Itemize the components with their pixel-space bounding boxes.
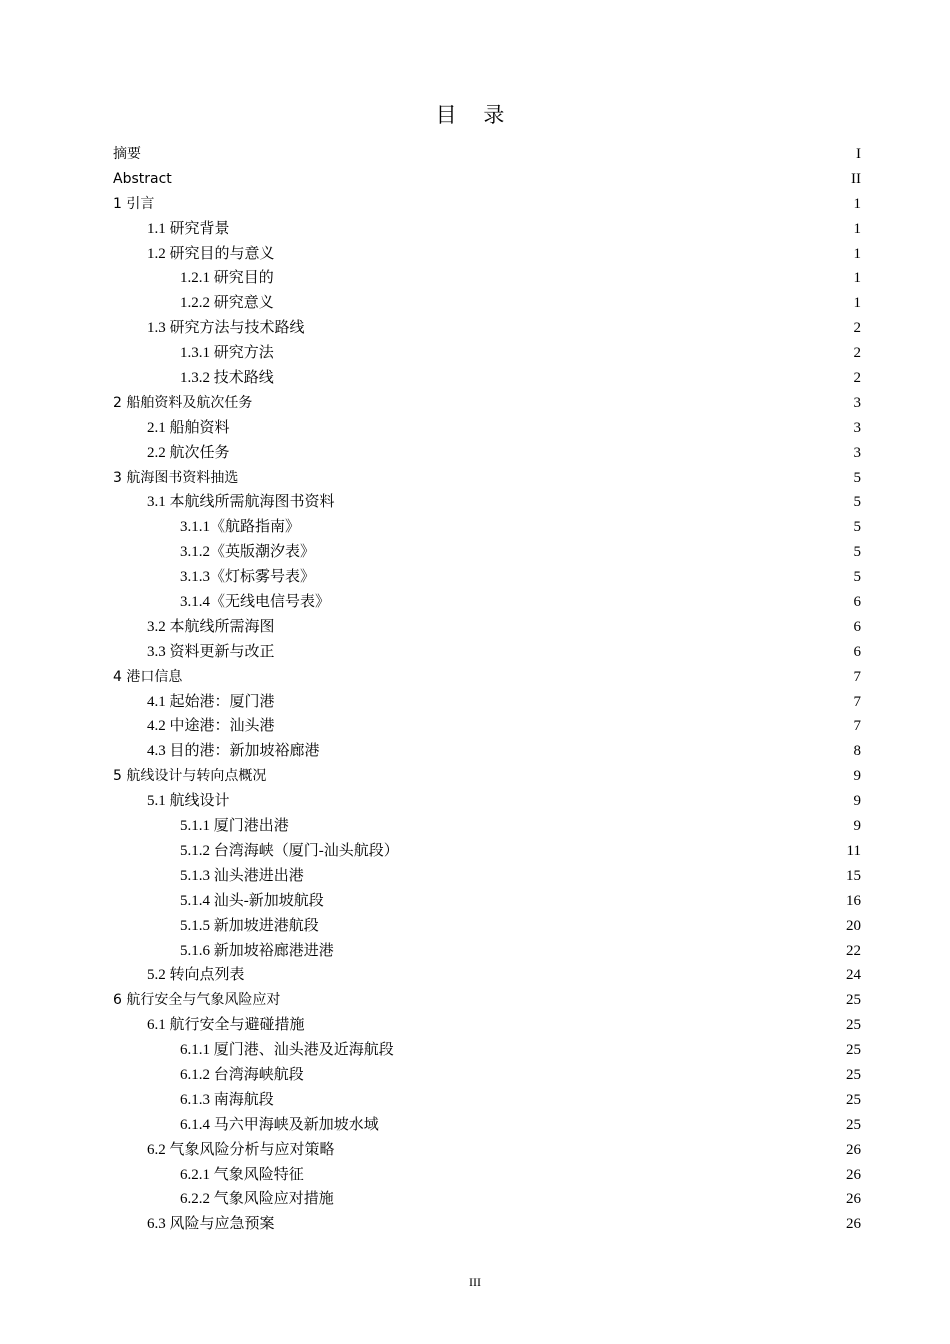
toc-leader-dots	[276, 257, 853, 258]
toc-entry-page: 3	[853, 394, 861, 411]
toc-entry-label: 6.2 气象风险分析与应对策略	[147, 1141, 335, 1158]
toc-entry[interactable]	[113, 839, 861, 864]
toc-entry[interactable]	[113, 540, 861, 565]
toc-entry-label: Abstract	[113, 170, 172, 187]
toc-entry[interactable]	[113, 1163, 861, 1188]
toc-leader-dots	[275, 356, 853, 357]
toc-entry-label: 6.3 风险与应急预案	[147, 1216, 275, 1233]
toc-entry-page: 5	[853, 469, 861, 486]
toc-leader-dots	[275, 1103, 845, 1104]
toc-entry[interactable]	[113, 242, 861, 267]
toc-leader-dots	[320, 929, 845, 930]
toc-entry-page: I	[856, 146, 861, 162]
toc-leader-dots	[316, 555, 852, 556]
toc-leader-dots	[142, 157, 855, 158]
toc-entry[interactable]	[113, 1013, 861, 1038]
toc-leader-dots	[276, 729, 853, 730]
toc-leader-dots	[316, 580, 852, 581]
toc-entry[interactable]	[113, 988, 861, 1013]
toc-entry-label: 2.1 船舶资料	[147, 419, 230, 436]
toc-entry-page: 20	[846, 917, 861, 934]
toc-entry[interactable]	[113, 291, 861, 316]
toc-entry-page: 11	[846, 842, 861, 859]
toc-leader-dots	[267, 779, 852, 780]
toc-entry[interactable]	[113, 341, 861, 366]
toc-entry[interactable]	[113, 714, 861, 739]
toc-entry[interactable]	[113, 939, 861, 964]
toc-entry[interactable]	[113, 192, 861, 217]
toc-entry-page: 5	[853, 494, 861, 511]
toc-entry[interactable]	[113, 889, 861, 914]
toc-entry-page: 7	[853, 718, 861, 735]
toc-leader-dots	[306, 331, 853, 332]
toc-leader-dots	[276, 655, 853, 656]
toc-leader-dots	[305, 1078, 845, 1079]
toc-leader-dots	[173, 182, 850, 183]
toc-leader-dots	[281, 1003, 845, 1004]
toc-entry-page: 15	[846, 867, 861, 884]
toc-entry-label: 3.1.4《无线电信号表》	[180, 594, 331, 611]
toc-entry-label: 3.2 本航线所需海图	[147, 618, 275, 635]
toc-entry-label: 1.3.2 技术路线	[180, 370, 274, 387]
toc-entry-page: 6	[853, 618, 861, 635]
toc-leader-dots	[335, 954, 845, 955]
toc-entry-page: 1	[853, 245, 861, 262]
toc-entry-label: 1.2 研究目的与意义	[147, 245, 275, 262]
toc-entry-label: 2.2 航次任务	[147, 444, 230, 461]
toc-entry[interactable]	[113, 1138, 861, 1163]
toc-leader-dots	[321, 754, 853, 755]
toc-entry[interactable]	[113, 963, 861, 988]
toc-entry-label: 6.2.1 气象风险特征	[180, 1166, 304, 1183]
toc-leader-dots	[276, 630, 853, 631]
toc-entry-label: 1.3 研究方法与技术路线	[147, 320, 305, 337]
toc-entry-label: 2 船舶资料及航次任务	[113, 394, 253, 411]
toc-entry[interactable]	[113, 565, 861, 590]
toc-leader-dots	[305, 879, 845, 880]
toc-entry[interactable]	[113, 789, 861, 814]
toc-leader-dots	[331, 605, 852, 606]
toc-entry[interactable]	[113, 441, 861, 466]
toc-entry-page: 26	[846, 1191, 861, 1208]
toc-entry-label: 4.3 目的港：新加坡裕廊港	[147, 743, 320, 760]
toc-entry[interactable]	[113, 466, 861, 491]
toc-entry-label: 4 港口信息	[113, 668, 183, 685]
toc-entry-label: 5.1.2 台湾海峡（厦门-汕头航段）	[180, 842, 399, 859]
toc-entry-label: 6.1 航行安全与避碰措施	[147, 1017, 305, 1034]
toc-entry-label: 5.1.1 厦门港出港	[180, 818, 289, 835]
toc-leader-dots	[253, 406, 852, 407]
toc-entry[interactable]	[113, 1113, 861, 1138]
toc-entry-page: 5	[853, 569, 861, 586]
page-title: 目 录	[435, 103, 515, 127]
toc-leader-dots	[301, 530, 852, 531]
toc-entry-label: 6 航行安全与气象风险应对	[113, 992, 281, 1009]
toc-leader-dots	[275, 281, 853, 282]
toc-entry-label: 5.1.5 新加坡进港航段	[180, 917, 319, 934]
toc-entry-label: 1.3.1 研究方法	[180, 345, 274, 362]
toc-entry-page: 6	[853, 594, 861, 611]
toc-entry-label: 1.2.1 研究目的	[180, 270, 274, 287]
toc-leader-dots	[400, 854, 846, 855]
toc-entry[interactable]	[113, 167, 861, 192]
toc-entry-label: 3.1 本航线所需航海图书资料	[147, 494, 335, 511]
toc-entry-label: 1 引言	[113, 195, 155, 212]
toc-leader-dots	[183, 680, 852, 681]
toc-entry[interactable]	[113, 665, 861, 690]
toc-entry-page: 25	[846, 992, 861, 1009]
toc-leader-dots	[239, 481, 852, 482]
toc-entry-page: 2	[853, 345, 861, 362]
toc-entry[interactable]	[113, 1212, 861, 1237]
toc-leader-dots	[275, 306, 853, 307]
toc-entry[interactable]	[113, 690, 861, 715]
toc-entry[interactable]	[113, 640, 861, 665]
toc-entry-page: 3	[853, 419, 861, 436]
toc-entry[interactable]	[113, 217, 861, 242]
toc-entry[interactable]	[113, 366, 861, 391]
toc-leader-dots	[306, 1028, 845, 1029]
toc-entry-page: 7	[853, 668, 861, 685]
toc-entry-label: 5.1.6 新加坡裕廊港进港	[180, 942, 334, 959]
toc-entry-page: 25	[846, 1017, 861, 1034]
toc-entry[interactable]	[113, 914, 861, 939]
toc-leader-dots	[276, 1227, 845, 1228]
toc-entry-page: 1	[853, 295, 861, 312]
toc-leader-dots	[155, 207, 852, 208]
toc-entry-label: 3 航海图书资料抽选	[113, 469, 239, 486]
toc-entry-label: 5.1.4 汕头-新加坡航段	[180, 892, 324, 909]
toc-entry-label: 6.1.2 台湾海峡航段	[180, 1066, 304, 1083]
toc-entry-label: 6.1.3 南海航段	[180, 1091, 274, 1108]
toc-leader-dots	[231, 804, 853, 805]
toc-entry-label: 4.1 起始港：厦门港	[147, 693, 275, 710]
toc-entry-page: II	[851, 170, 861, 187]
toc-leader-dots	[395, 1053, 845, 1054]
toc-leader-dots	[231, 232, 853, 233]
toc-entry-label: 4.2 中途港：汕头港	[147, 718, 275, 735]
toc-entry[interactable]	[113, 1187, 861, 1212]
toc-entry-page: 9	[853, 818, 861, 835]
toc-entry-page: 24	[846, 967, 861, 984]
toc-entry[interactable]	[113, 391, 861, 416]
toc-entry-page: 5	[853, 544, 861, 561]
toc-leader-dots	[231, 431, 853, 432]
toc-entry-page: 16	[846, 892, 861, 909]
toc-entry-label: 3.1.3《灯标雾号表》	[180, 569, 316, 586]
toc-entry-label: 5.2 转向点列表	[147, 967, 245, 984]
toc-entry-page: 2	[853, 370, 861, 387]
toc-entry-page: 1	[853, 270, 861, 287]
toc-entry-page: 26	[846, 1166, 861, 1183]
toc-leader-dots	[275, 381, 853, 382]
toc-leader-dots	[276, 705, 853, 706]
toc-entry-page: 5	[853, 519, 861, 536]
toc-entry-label: 6.1.1 厦门港、汕头港及近海航段	[180, 1042, 394, 1059]
table-of-contents	[113, 142, 861, 1237]
toc-entry-label: 6.2.2 气象风险应对措施	[180, 1191, 334, 1208]
toc-entry[interactable]	[113, 590, 861, 615]
toc-entry-page: 25	[846, 1042, 861, 1059]
toc-leader-dots	[246, 978, 845, 979]
toc-entry[interactable]	[113, 266, 861, 291]
toc-entry-page: 26	[846, 1216, 861, 1233]
page-number: III	[469, 1275, 481, 1289]
toc-entry-page: 6	[853, 643, 861, 660]
toc-entry-page: 25	[846, 1091, 861, 1108]
toc-entry[interactable]	[113, 515, 861, 540]
toc-entry-label: 1.2.2 研究意义	[180, 295, 274, 312]
toc-leader-dots	[305, 1178, 845, 1179]
toc-entry-page: 8	[853, 743, 861, 760]
toc-leader-dots	[290, 829, 853, 830]
toc-entry[interactable]	[113, 1063, 861, 1088]
toc-entry[interactable]	[113, 1038, 861, 1063]
toc-entry-label: 3.3 资料更新与改正	[147, 643, 275, 660]
toc-entry[interactable]	[113, 864, 861, 889]
toc-entry-page: 26	[846, 1141, 861, 1158]
toc-entry[interactable]	[113, 764, 861, 789]
toc-entry-label: 摘要	[113, 146, 141, 162]
toc-entry[interactable]	[113, 739, 861, 764]
toc-entry-page: 3	[853, 444, 861, 461]
toc-leader-dots	[336, 1153, 845, 1154]
toc-entry-label: 5.1.3 汕头港进出港	[180, 867, 304, 884]
toc-leader-dots	[380, 1128, 845, 1129]
toc-entry[interactable]	[113, 490, 861, 515]
toc-entry[interactable]	[113, 316, 861, 341]
toc-leader-dots	[231, 456, 853, 457]
toc-entry-page: 1	[853, 195, 861, 212]
toc-leader-dots	[336, 505, 853, 506]
toc-entry[interactable]	[113, 1088, 861, 1113]
toc-entry[interactable]	[113, 615, 861, 640]
toc-entry[interactable]	[113, 416, 861, 441]
toc-entry[interactable]	[113, 142, 861, 167]
toc-leader-dots	[325, 904, 845, 905]
toc-entry-label: 3.1.2《英版潮汐表》	[180, 544, 316, 561]
toc-entry[interactable]	[113, 814, 861, 839]
toc-entry-page: 9	[853, 768, 861, 785]
toc-entry-label: 5.1 航线设计	[147, 793, 230, 810]
toc-entry-page: 7	[853, 693, 861, 710]
toc-entry-page: 9	[853, 793, 861, 810]
toc-entry-label: 3.1.1《航路指南》	[180, 519, 301, 536]
toc-entry-page: 2	[853, 320, 861, 337]
toc-entry-label: 6.1.4 马六甲海峡及新加坡水域	[180, 1116, 379, 1133]
toc-entry-page: 1	[853, 220, 861, 237]
toc-entry-label: 1.1 研究背景	[147, 220, 230, 237]
toc-entry-page: 25	[846, 1066, 861, 1083]
toc-entry-page: 22	[846, 942, 861, 959]
toc-entry-label: 5 航线设计与转向点概况	[113, 768, 267, 785]
toc-entry-page: 25	[846, 1116, 861, 1133]
toc-leader-dots	[335, 1202, 845, 1203]
